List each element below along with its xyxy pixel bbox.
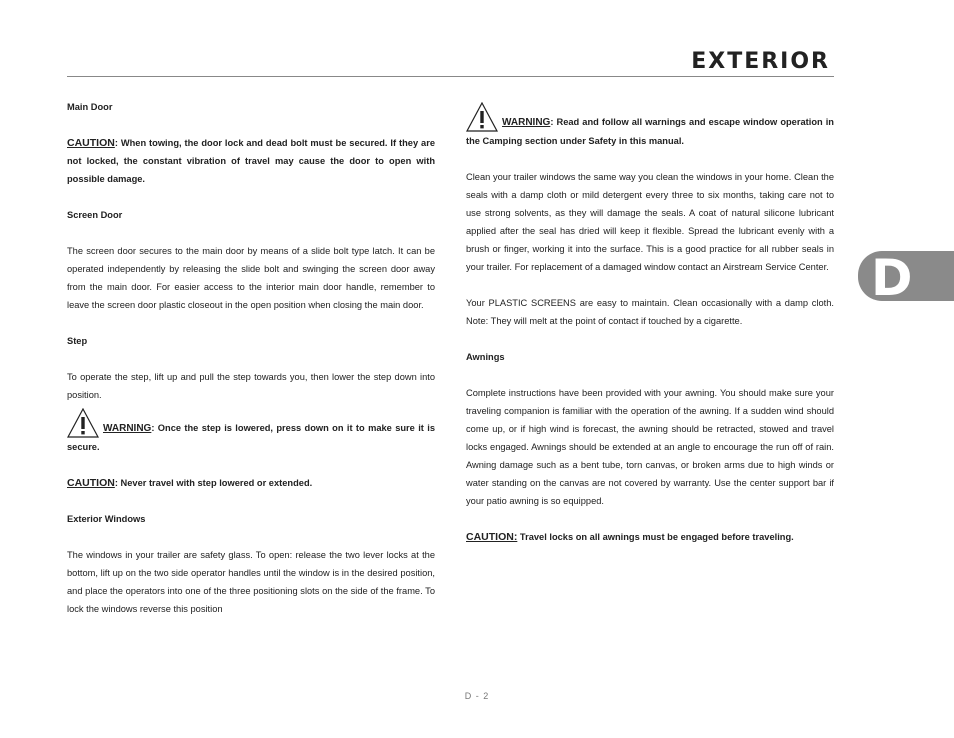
screen-door-heading: Screen Door bbox=[67, 210, 123, 220]
caution-text: : When towing, the door lock and dead bolt must be secured. If they are not locked, the constant vibration of travel may cause the door to open with possible damage. bbox=[67, 138, 435, 184]
caution-text: Travel locks on all awnings must be engaged before traveling. bbox=[517, 532, 794, 542]
caution-text: : Never travel with step lowered or extended. bbox=[114, 478, 313, 488]
warning-step bbox=[67, 408, 435, 456]
warning-label: WARNING bbox=[103, 423, 152, 434]
awnings-paragraph: Complete instructions have been provided with your awning. You should make sure your traveling companion is familiar with the operation of the awning. If a sudden wind should come up, or if high wind is forecast, the awning should be retracted, stowed and travel locks engaged. Awnings should be extended at an angle to encourage the run off of rain. Awning damage such as a bent tube, torn canvas, or broken arms due to high winds or water standing on the canvas are not covered by warranty. Use the center support bar if your patio awning is so equipped. bbox=[466, 388, 834, 506]
main-door-heading: Main Door bbox=[67, 102, 113, 112]
section-tab bbox=[858, 249, 954, 307]
warning-triangle-icon bbox=[466, 102, 498, 132]
right-column bbox=[466, 102, 834, 546]
warning-triangle-icon bbox=[67, 408, 99, 438]
caution-step bbox=[67, 474, 435, 492]
screen-door-paragraph: The screen door secures to the main door by means of a slide bolt type latch. It can be operated independently by releasing the slide bolt and swinging the screen door away from the main door. For easier access to the interior main door handle, remember to leave the screen door plastic closeout in the open position when closing the main door. bbox=[67, 246, 435, 310]
warning-text: : Read and follow all warnings and escape window operation in the Camping section under Safety in this manual. bbox=[466, 117, 834, 146]
awnings-heading: Awnings bbox=[466, 352, 505, 362]
left-column bbox=[67, 98, 435, 618]
warning-text: : Once the step is lowered, press down on it to make sure it is secure. bbox=[67, 423, 435, 452]
window-cleaning-paragraph: Clean your trailer windows the same way you clean the windows in your home. Clean the seals with a damp cloth or mild detergent every three to six months, taking care not to use strong solvents, as they will damage the seals. A coat of natural silicone lubricant applied after the seal has dried will keep it flexible. Spread the lubricant evenly with a brush or finger, working it into the surface. This is a good practice for all rubber seals in your trailer. For replacement of a damaged window contact an Airstream Service Center. bbox=[466, 172, 834, 272]
step-paragraph: To operate the step, lift up and pull the step towards you, then lower the step down into position. bbox=[67, 372, 435, 400]
page-number: D - 2 bbox=[464, 691, 490, 701]
warning-escape-window bbox=[466, 102, 834, 150]
section-tab-letter: D bbox=[871, 249, 913, 307]
caution-main-door bbox=[67, 134, 435, 188]
step-heading: Step bbox=[67, 336, 88, 346]
exterior-windows-heading: Exterior Windows bbox=[67, 514, 146, 524]
caution-label: CAUTION bbox=[67, 477, 115, 489]
exterior-windows-paragraph: The windows in your trailer are safety glass. To open: release the two lever locks at the bottom, lift up on the two side operator handles until the window is in the desired position, and place the operators into one of the three positioning slots on the side of the frame. To lock the windows reverse this position bbox=[67, 550, 435, 614]
header-divider bbox=[67, 76, 834, 77]
section-title: EXTERIOR bbox=[691, 49, 830, 74]
caution-awnings bbox=[466, 528, 834, 546]
plastic-screens-paragraph: Your PLASTIC SCREENS are easy to maintain. Clean occasionally with a damp cloth. Note: They will melt at the point of contact if touched by a cigarette. bbox=[466, 298, 834, 326]
warning-label: WARNING bbox=[502, 117, 551, 128]
caution-label: CAUTION bbox=[67, 137, 115, 149]
caution-label: CAUTION: bbox=[466, 531, 518, 543]
